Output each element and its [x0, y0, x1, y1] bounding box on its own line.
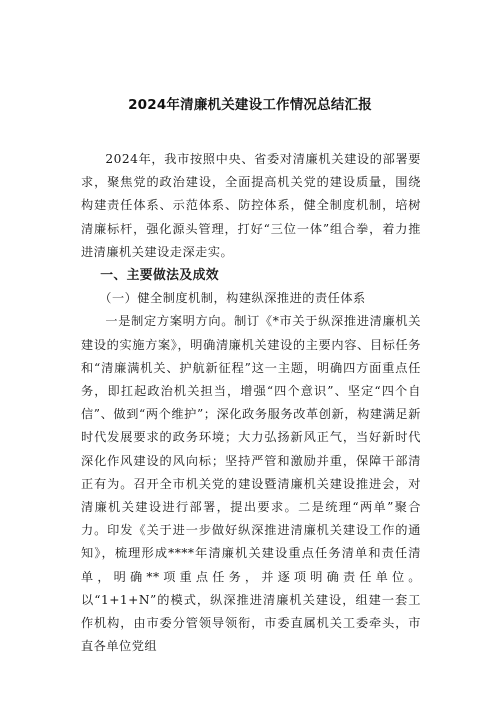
intro-paragraph: 2024年，我市按照中央、省委对清廉机关建设的部署要求，聚焦党的政治建设，全面提高机关党的建设质量，围绕构建责任体系、示范体系、防控体系，健全制度机制，培树清廉标杆，强化源头管理，打好“三位一体”组合拳，着力推进清廉机关建设走深走实。 [81, 152, 421, 259]
document-body [81, 148, 421, 658]
document-title: 2024年清廉机关建设工作情况总结汇报 [128, 97, 372, 113]
subsection-heading: （一）健全制度机制，构建纵深推进的责任体系 [99, 291, 366, 306]
body-paragraph: 一是制定方案明方向。制订《*市关于纵深推进清廉机关建设的实施方案》，明确清廉机关建设的主要内容、目标任务和“清廉满机关、护航新征程”这一主题，明确四方面重点任务，即扛起政治机关担当，增强“四个意识”、坚定“四个自信”、做到“两个维护”；深化政务服务改革创新，构建满足新时代发展要求的政务环境；大力弘扬新风正气，当好新时代深化作风建设的风向标；坚持严管和激励并重，保障干部清正有为。召开全市机关党的建设暨清廉机关建设推进会，对清廉机关建设进行部署，提出要求。二是统理“两单”聚合力。印发《关于进一步做好纵深推进清廉机关建设工作的通知》，梳理形成****年清廉机关建设重点任务清单和责任清单，明确**项重点任务，并逐项明确责任单位。以“1+1+N”的模式，纵深推进清廉机关建设，组建一套工作机构，由市委分管领导领衔，市委直属机关工委牵头，市直各单位党组 [81, 314, 421, 654]
section-heading: 一、主要做法及成效 [100, 268, 219, 284]
